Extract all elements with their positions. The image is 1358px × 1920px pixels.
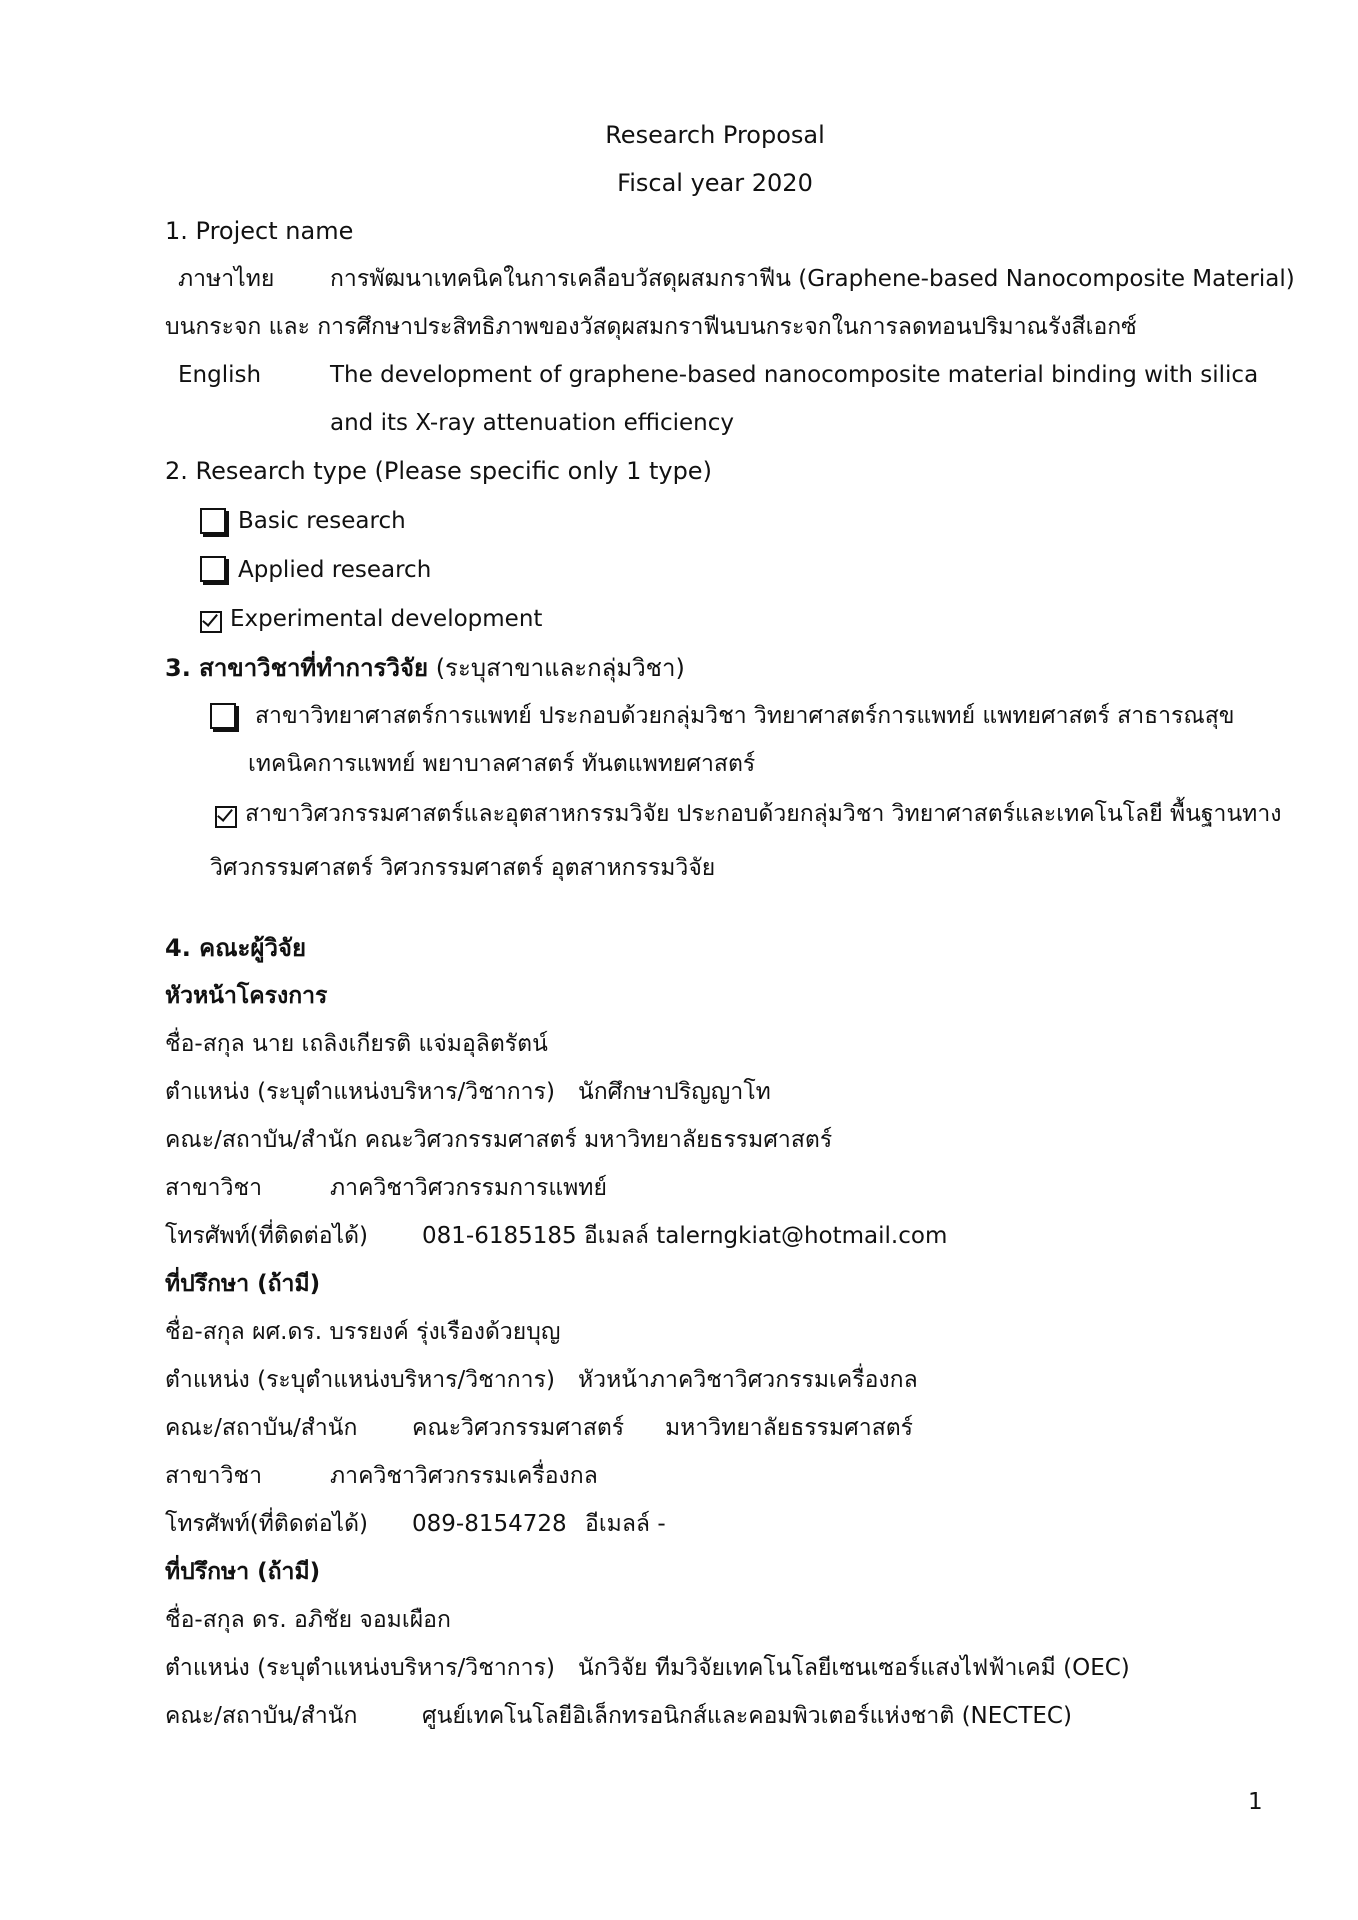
advisor1-university: มหาวิทยาลัยธรรมศาสตร์ — [665, 1415, 914, 1441]
advisor1-position-value: หัวหน้าภาควิชาวิศวกรรมเครื่องกล — [578, 1367, 918, 1393]
leader-position-label: ตำแหน่ง (ระบุตำแหน่งบริหาร/วิชาการ) — [165, 1079, 555, 1105]
engineering-line1: สาขาวิศวกรรมศาสตร์และอุตสาหกรรมวิจัย ประกอบด้วยกลุ่มวิชา วิทยาศาสตร์และเทคโนโลยี พื้นฐานทาง — [245, 801, 1282, 827]
advisor1-title: ที่ปรึกษา (ถ้ามี) — [165, 1271, 321, 1297]
basic-research-checkbox[interactable] — [200, 508, 226, 534]
section1-heading: 1. Project name — [165, 217, 354, 245]
thai-project-name-line1: การพัฒนาเทคนิคในการเคลือบวัสดุผสมกราฟีน (Graphene-based Nanocomposite Material) — [330, 266, 1295, 292]
advisor1-phone-value: 089-8154728 — [412, 1511, 567, 1537]
leader-phone-label: โทรศัพท์(ที่ติดต่อได้) — [165, 1223, 369, 1249]
advisor2-faculty-value: ศูนย์เทคโนโลยีอิเล็กทรอนิกส์และคอมพิวเตอร์แห่งชาติ (NECTEC) — [422, 1703, 1072, 1729]
section3-heading — [165, 653, 685, 683]
advisor1-email: อีเมลล์ - — [585, 1511, 666, 1537]
thai-project-name-line2: บนกระจก และ การศึกษาประสิทธิภาพของวัสดุผสมกราฟีนบนกระจกในการลดทอนปริมาณรังสีเอกซ์ — [165, 314, 1137, 340]
leader-name: ชื่อ-สกุล นาย เถลิงเกียรติ แจ่มอุลิตรัตน์ — [165, 1031, 548, 1057]
engineering-checkbox[interactable] — [215, 806, 237, 828]
advisor1-phone-label: โทรศัพท์(ที่ติดต่อได้) — [165, 1511, 369, 1537]
page-number: 1 — [1248, 1789, 1263, 1815]
advisor2-title: ที่ปรึกษา (ถ้ามี) — [165, 1559, 321, 1585]
experimental-development-checkbox[interactable] — [200, 611, 222, 633]
advisor1-name: ชื่อ-สกุล ผศ.ดร. บรรยงค์ รุ่งเรืองด้วยบุญ — [165, 1319, 561, 1345]
advisor2-name: ชื่อ-สกุล ดร. อภิชัย จอมเผือก — [165, 1607, 451, 1633]
advisor1-department-value: ภาควิชาวิศวกรรมเครื่องกล — [330, 1463, 598, 1489]
experimental-development-label: Experimental development — [230, 606, 543, 632]
applied-research-label: Applied research — [238, 557, 432, 583]
applied-research-checkbox[interactable] — [200, 556, 226, 582]
medical-science-checkbox[interactable] — [210, 703, 236, 729]
english-project-name-line1: The development of graphene-based nanocomposite material binding with silica — [330, 362, 1259, 388]
advisor2-position-label: ตำแหน่ง (ระบุตำแหน่งบริหาร/วิชาการ) — [165, 1655, 555, 1681]
english-project-name-line2: and its X-ray attenuation efficiency — [330, 410, 734, 436]
medical-science-line2: เทคนิคการแพทย์ พยาบาลศาสตร์ ทันตแพทยศาสตร์ — [248, 751, 756, 777]
engineering-line2: วิศวกรรมศาสตร์ วิศวกรรมศาสตร์ อุตสาหกรรมวิจัย — [210, 855, 716, 881]
advisor1-department-label: สาขาวิชา — [165, 1463, 263, 1489]
document-title: Research Proposal — [605, 121, 825, 149]
leader-department-label: สาขาวิชา — [165, 1175, 263, 1201]
basic-research-label: Basic research — [238, 508, 406, 534]
leader-phone-email: 081-6185185 อีเมลล์ talerngkiat@hotmail.com — [422, 1223, 948, 1249]
thai-label: ภาษาไทย — [178, 266, 275, 292]
leader-title: หัวหน้าโครงการ — [165, 983, 328, 1009]
advisor1-faculty-label: คณะ/สถาบัน/สำนัก — [165, 1415, 358, 1441]
leader-faculty: คณะ/สถาบัน/สำนัก คณะวิศวกรรมศาสตร์ มหาวิทยาลัยธรรมศาสตร์ — [165, 1127, 833, 1153]
english-label: English — [178, 362, 262, 388]
advisor2-position-value: นักวิจัย ทีมวิจัยเทคโนโลยีเซนเซอร์แสงไฟฟ้าเคมี (OEC) — [578, 1655, 1130, 1681]
leader-department-value: ภาควิชาวิศวกรรมการแพทย์ — [330, 1175, 607, 1201]
advisor2-faculty-label: คณะ/สถาบัน/สำนัก — [165, 1703, 358, 1729]
section4-heading: 4. คณะผู้วิจัย — [165, 934, 307, 962]
leader-position-value: นักศึกษาปริญญาโท — [578, 1079, 771, 1105]
advisor1-faculty-value: คณะวิศวกรรมศาสตร์ — [412, 1415, 625, 1441]
fiscal-year: Fiscal year 2020 — [617, 169, 813, 197]
section2-heading: 2. Research type (Please specific only 1 type) — [165, 457, 712, 485]
section3-heading-note: (ระบุสาขาและกลุ่มวิชา) — [435, 654, 685, 682]
medical-science-line1: สาขาวิทยาศาสตร์การแพทย์ ประกอบด้วยกลุ่มวิชา วิทยาศาสตร์การแพทย์ แพทยศาสตร์ สาธารณสุข — [255, 703, 1235, 729]
advisor1-position-label: ตำแหน่ง (ระบุตำแหน่งบริหาร/วิชาการ) — [165, 1367, 555, 1393]
section3-heading-main: 3. สาขาวิชาที่ทำการวิจัย — [165, 654, 429, 682]
